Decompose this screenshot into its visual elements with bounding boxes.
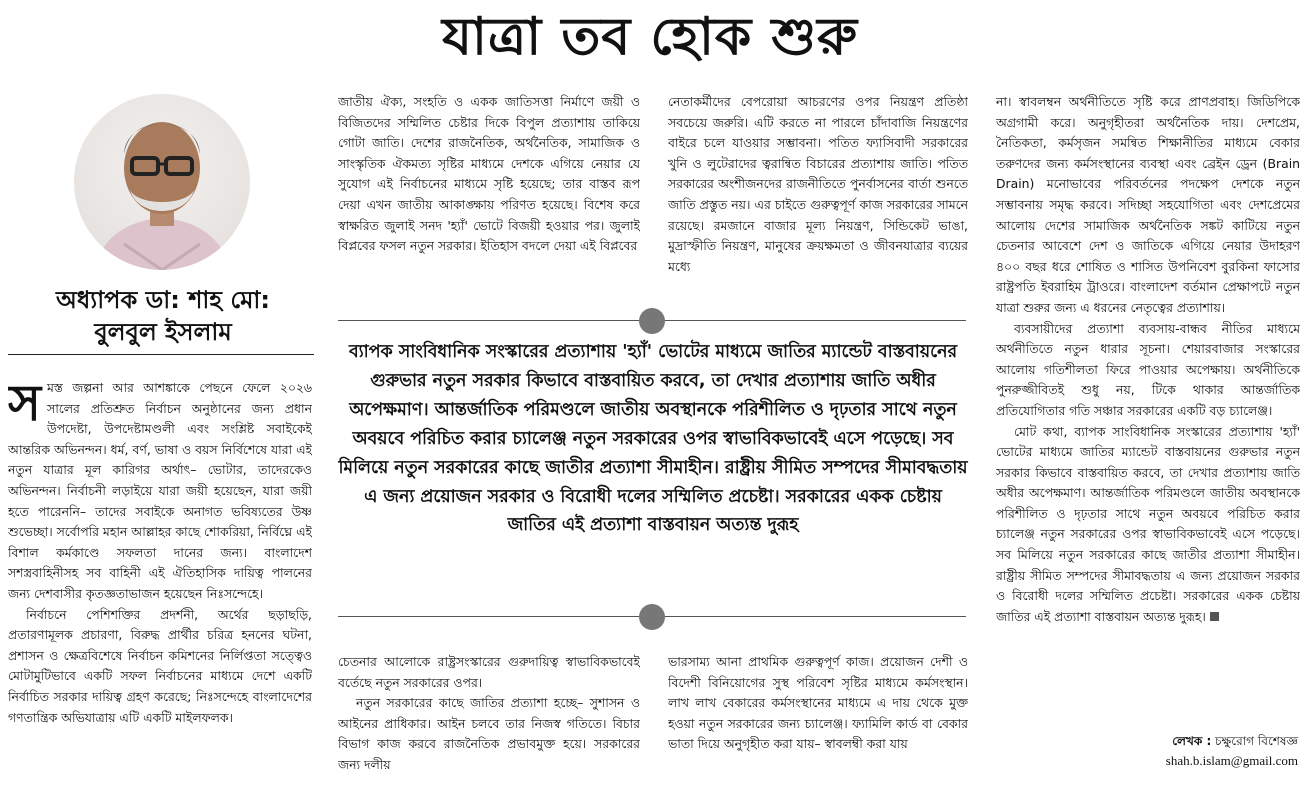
column-4 [996, 92, 1300, 730]
col4-paragraph-2: ব্যবসায়ীদের প্রত্যাশা ব্যবসায়-বান্ধব নীতির মাধ্যমে অর্থনীতিতে নতুন ধারার সূচনা। শেয়ারবাজার সংস্কারের আলোয় গতিশীলতা ফিরে পাওয়ার অপেক্ষায়। অর্থনীতিকে পুনরুজ্জীবিতই শুধু নয়, টিকে থাকার আন্তর্জাতিক প্রতিযোগিতার গতি সঞ্চার সরকারের একটি বড় চ্যালেঞ্জ। [996, 320, 1300, 418]
author-email[interactable]: shah.b.islam@gmail.com [1165, 753, 1298, 768]
col2-bottom-paragraph-1: চেতনার আলোকে রাষ্ট্রসংস্কারের গুরুদায়িত্ব স্বাভাবিকভাবেই বর্তেছে নতুন সরকারের ওপর। [338, 654, 640, 690]
end-mark-icon [1210, 612, 1219, 621]
column-2-top [338, 92, 640, 288]
col1-paragraph-2: নির্বাচনে পেশিশক্তির প্রদর্শনী, অর্থের ছড়াছড়ি, প্রতারণামূলক প্রচারণা, বিরুদ্ধ প্রার্থীর চরিত্র হননের ঘটনা, প্রশাসন ও ক্ষেত্রবিশেষে নির্বাচন কমিশনের নির্লিপ্ততা সত্ত্বেও মোটামুটিভাবে একটি সফল নির্বাচনের মাধ্যমে দেশে একটি নির্বাচিত সরকার দায়িত্ব গ্রহণ করেছে; নিঃসন্দেহে বাংলাদেশের গণতান্ত্রিক অভিযাত্রায় এটি একটি মাইলফলক। [8, 606, 312, 725]
pull-quote: ব্যাপক সাংবিধানিক সংস্কারের প্রত্যাশায় 'হ্যাঁ' ভোটের মাধ্যমে জাতির ম্যান্ডেট বাস্তবায়নের গুরুভার নতুন সরকার কিভাবে বাস্তবায়িত করবে, তা দেখার প্রত্যাশায় জাতি অধীর অপেক্ষমাণ। আন্তর্জাতিক পরিমণ্ডলে জাতীয় অবস্থানকে পরিশীলিত ও দৃঢ়তার সাথে নতুন অবয়বে পরিচিত করার চ্যালেঞ্জ নতুন সরকারের ওপর স্বাভাবিকভাবেই এসে পড়েছে। সব মিলিয়ে নতুন সরকারের কাছে জাতীর প্রত্যাশা সীমাহীন। রাষ্ট্রীয় সীমিত সম্পদের সীমাবদ্ধতায় এ জন্য প্রয়োজন সরকার ও বিরোধী দলের সম্মিলিত প্রচেষ্টা। সরকারের একক চেষ্টায় জাতির এই প্রত্যাশা বাস্তবায়ন অত্যন্ত দুরূহ [338, 342, 968, 536]
col1-paragraph-1: মস্ত জল্পনা আর আশঙ্কাকে পেছনে ফেলে ২০২৬ সালের প্রতিশ্রুত নির্বাচন অনুষ্ঠানের জন্য প্রধান উপদেষ্টা, উপদেষ্টামণ্ডলী এবং সংশ্লিষ্ট সবাইকেই আন্তরিক অভিনন্দন। ধর্ম, বর্ণ, ভাষা ও বয়স নির্বিশেষে যারা এই নতুন যাত্রার মূল কারিগর অর্থাৎ– ভোটার, তাদেরকেও অভিনন্দন। নির্বাচনী লড়াইয়ে যারা জয়ী হয়েছেন, যারা জয়ী হতে পারেননি– তাদের সবাইকে অনাগত ভবিষ্যতের উষ্ণ শুভেচ্ছা। সর্বোপরি মহান আল্লাহর কাছে শোকরিয়া, নির্বিঘ্নে এই বিশাল কর্মকাণ্ডে সফলতা দানের জন্য। বাংলাদেশ সশস্ত্রবাহিনীসহ সব বাহিনী এই ঐতিহাসিক দায়িত্ব পালনের জন্য দেশবাসীর কৃতজ্ঞতাভাজন হয়েছেন নিঃসন্দেহে। [8, 380, 312, 601]
pull-quote-top-dot [639, 308, 665, 334]
col2-top-paragraph: জাতীয় ঐক্য, সংহতি ও একক জাতিসত্তা নির্মাণে জয়ী ও বিজিতদের সম্মিলিত চেষ্টার দিকে বিপুল প্রত্যাশায় তাকিয়ে গোটা জাতি। দেশের রাজনৈতিক, অর্থনৈতিক, সামাজিক ও সাংস্কৃতিক ঐকমত্য সৃষ্টির মাধ্যমে দেশকে এগিয়ে নেয়ার যে সুযোগ এই নির্বাচনের মাধ্যমে সৃষ্টি হয়েছে; তার বাস্তব রূপ দেয়া এখন জাতীয় আকাঙ্ক্ষায় পরিণত হয়েছে। বিশেষ করে স্বাক্ষরিত জুলাই সনদ 'হ্যাঁ' ভোটে বিজয়ী হওয়ার পর। জুলাই বিপ্লবের ফসল নতুন সরকার। ইতিহাস বদলে দেয়া এই বিপ্লবের [338, 94, 640, 254]
author-portrait-icon [74, 94, 250, 270]
byline-role: চক্ষুরোগ বিশেষজ্ঞ [1215, 734, 1298, 748]
col4-paragraph-3: মোট কথা, ব্যাপক সাংবিধানিক সংস্কারের প্রত্যাশায় 'হ্যাঁ' ভোটের মাধ্যমে জাতির ম্যান্ডেট বাস্তবায়নের গুরুভার নতুন সরকার কিভাবে বাস্তবায়িত করবে, তা দেখার প্রত্যাশায় জাতি অধীর অপেক্ষমাণ। আন্তর্জাতিক পরিমণ্ডলে জাতীয় অবস্থানকে পরিশীলিত ও দৃঢ়তার সাথে নতুন অবয়বে পরিচিত করার চ্যালেঞ্জ নতুন সরকারের ওপর স্বাভাবিকভাবেই এসে পড়েছে। সব মিলিয়ে নতুন সরকারের কাছে জাতীর প্রত্যাশা সীমাহীন। রাষ্ট্রীয় সীমিত সম্পদের সীমাবদ্ধতায় এ জন্য প্রয়োজন সরকার ও বিরোধী দলের সম্মিলিত প্রচেষ্টা। সরকারের একক চেষ্টায় জাতির এই প্রত্যাশা বাস্তবায়ন অত্যন্ত দুরূহ। [996, 423, 1300, 624]
author-name-line2: বুলবুল ইসলাম [94, 318, 232, 346]
col3-top-paragraph: নেতাকর্মীদের বেপরোয়া আচরণের ওপর নিয়ন্ত্রণ প্রতিষ্ঠা সবচেয়ে জরুরি। এটি করতে না পারলে চাঁদাবাজি নিয়ন্ত্রণের বাইরে চলে যাওয়ার সম্ভাবনা। পতিত ফ্যাসিবাদী সরকারের খুনি ও লুটেরাদের ত্বরান্বিত বিচারের প্রত্যাশায় জাতি। পতিত সরকারের অংশীজনদের রাজনীতিতে পুনর্বাসনের বার্তা শুনতে জাতি প্রস্তুত নয়। এর চাইতে গুরুত্বপূর্ণ কাজ সরকারের সামনে রয়েছে। রমজানে বাজার মূল্য নিয়ন্ত্রণ, সিন্ডিকেট ভাঙা, মুদ্রাস্ফীতি নিয়ন্ত্রণ, মানুষের ক্রয়ক্ষমতা ও জীবনযাত্রার ব্যয়ের মধ্যে [668, 94, 968, 274]
author-name-line1: অধ্যাপক ডা: শাহ মো: [56, 286, 270, 314]
column-1 [8, 378, 312, 780]
author-photo [74, 94, 250, 270]
pull-quote-bottom-dot [639, 604, 665, 630]
column-3-bottom [668, 652, 968, 782]
column-3-top [668, 92, 968, 288]
byline [1000, 731, 1298, 751]
col2-bottom-paragraph-2: নতুন সরকারের কাছে জাতির প্রত্যাশা হচ্ছে– সুশাসন ও আইনের প্রাধিকার। আইন চলবে তার নিজস্ব গতিতে। বিচার বিভাগ কাজ করবে রাজনৈতিক প্রভাবমুক্ত হয়ে। সরকারের জন্য দলীয় [338, 695, 640, 772]
col3-bottom-paragraph: ভারসাম্য আনা প্রাথমিক গুরুত্বপূর্ণ কাজ। প্রয়োজন দেশী ও বিদেশী বিনিয়োগের সুস্থ পরিবেশ সৃষ্টির মাধ্যমে কর্মসংস্থান। লাখ লাখ বেকারের কর্মসংস্থানের মাধ্যমে এ দায় থেকে মুক্ত হওয়া নতুন সরকারের জন্য চ্যালেঞ্জ। ফ্যামিলি কার্ড বা বেকার ভাতা দিয়ে অনুগৃহীত করা যায়– স্বাবলম্বী করা যায় [668, 654, 968, 752]
col4-paragraph-1: না। স্বাবলম্বন অর্থনীতিতে সৃষ্টি করে প্রাণপ্রবাহ। জিডিপিকে অগ্রগামী করে। অনুগৃহীতরা অর্থনৈতিক দায়। দেশপ্রেম, নৈতিকতা, কর্মসৃজন সমন্বিত শিক্ষানীতির মাধ্যমে বেকার তরুণদের জন্য কর্মসংস্থানের ব্যবস্থা এবং ব্রেইন ড্রেন (Brain Drain) মনোভাবের পরিবর্তনের পদক্ষেপ দেশকে নতুন সম্ভাবনায় সমৃদ্ধ করবে। সদিচ্ছা সহযোগিতা এবং দেশপ্রেমের আলোয় দেশের সামাজিক অর্থনৈতিক সঙ্কট কাটিয়ে নতুন চেতনার আবেশে দেশ ও জাতিকে এগিয়ে নেয়ার উদাহরণ ৪০০ বছর ধরে শোষিত ও শাসিত উপনিবেশ বুরকিনা ফাসোর রাষ্ট্রপতি ইবরাহিম ট্রাওরে। বাংলাদেশ বর্তমান প্রেক্ষাপটে নতুন যাত্রা শুরুর জন্য এ ধরনের নেতৃত্বের প্রত্যাশায়। [996, 94, 1300, 315]
author-divider [8, 354, 314, 355]
column-2-bottom [338, 652, 640, 782]
drop-cap: স [8, 378, 42, 432]
author-name [8, 284, 318, 348]
byline-label: লেখক : [1172, 734, 1212, 748]
headline: যাত্রা তব হোক শুরু [441, 7, 859, 67]
